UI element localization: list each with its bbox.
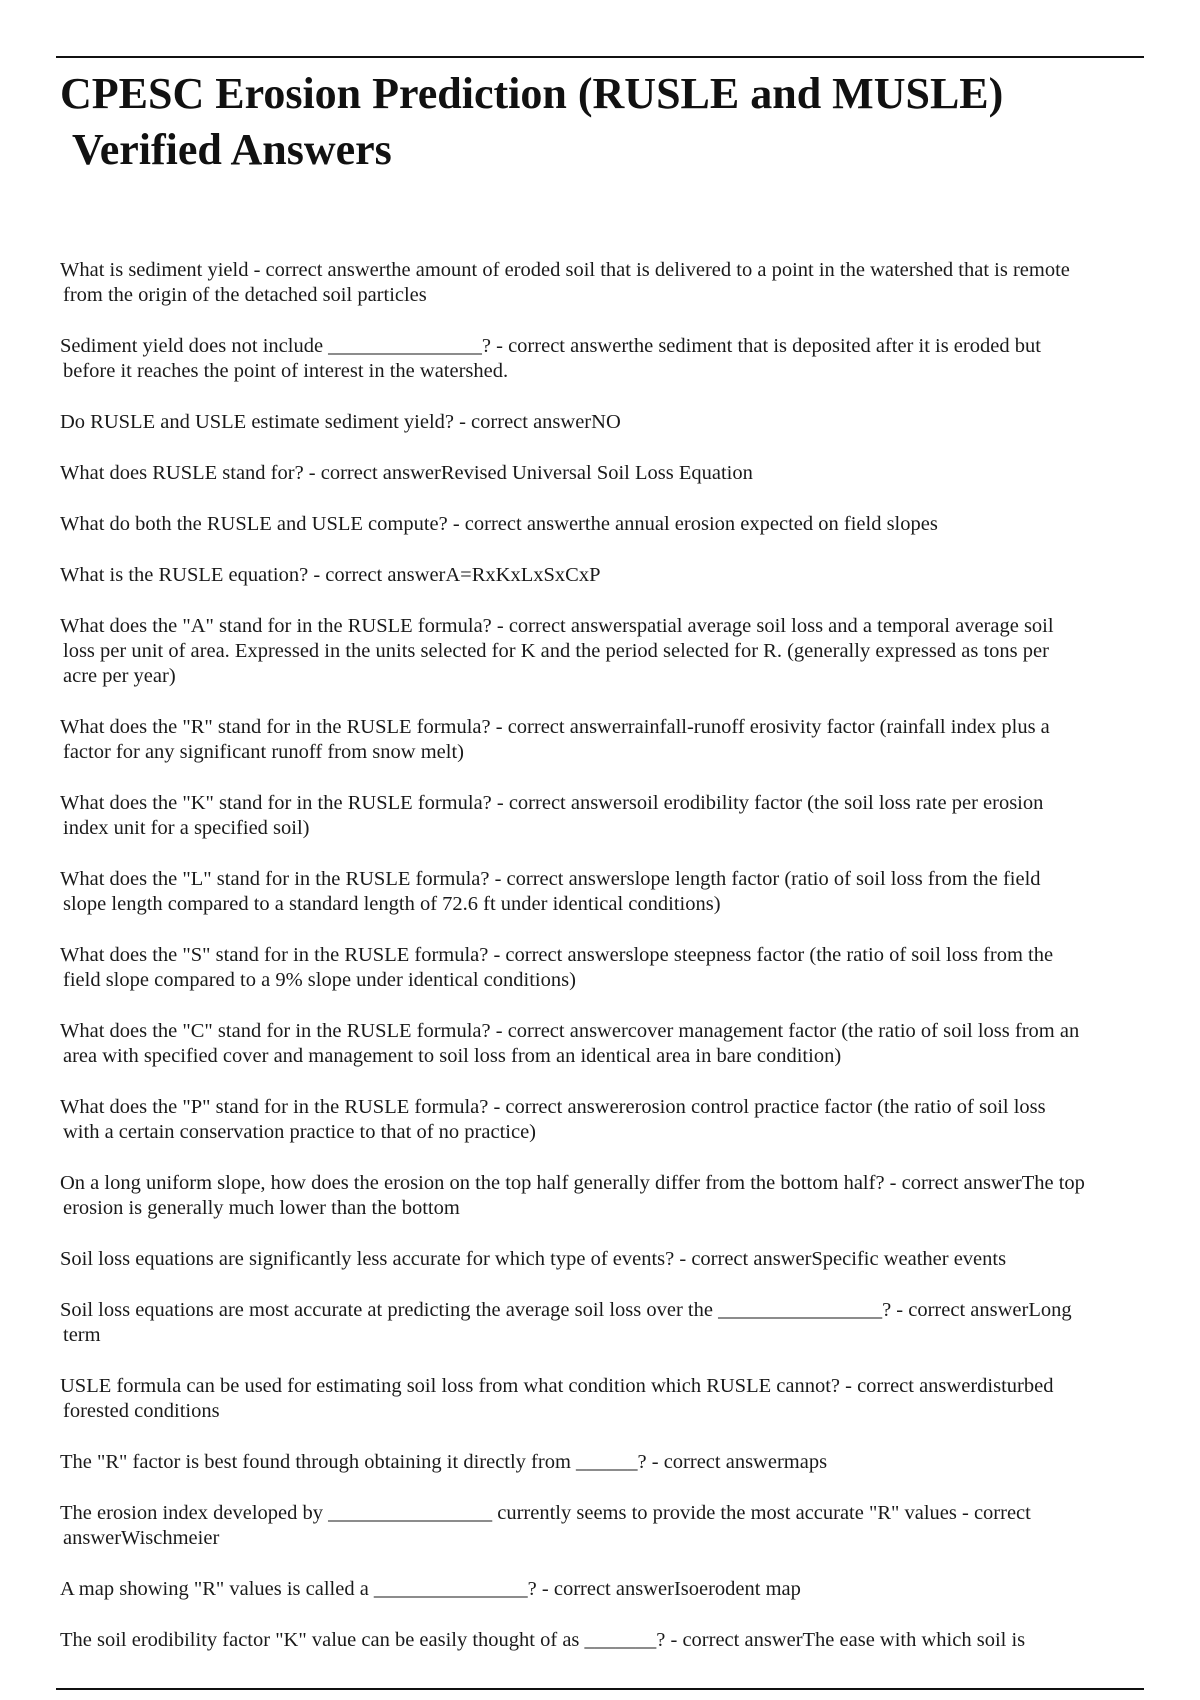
qa-item: [60, 1577, 1160, 1602]
qa-item: [60, 258, 1160, 308]
qa-line-continued: index unit for a specified soil): [63, 817, 310, 839]
qa-item: [60, 614, 1160, 689]
qa-line: What does the "R" stand for in the RUSLE formula? - correct answerrainfall-runoff erosivity factor (rainfall index plus a: [60, 716, 1050, 738]
qa-item: [60, 1095, 1160, 1145]
qa-line: What is sediment yield - correct answerthe amount of eroded soil that is delivered to a point in the watershed that is remote: [60, 259, 1070, 281]
qa-item: [60, 1374, 1160, 1424]
qa-item: [60, 867, 1160, 917]
qa-line-continued: forested conditions: [63, 1400, 220, 1422]
qa-line: On a long uniform slope, how does the erosion on the top half generally differ from the bottom half? - correct answerThe top: [60, 1172, 1085, 1194]
qa-line-continued: factor for any significant runoff from snow melt): [63, 741, 464, 763]
qa-line: What does the "C" stand for in the RUSLE formula? - correct answercover management factor (the ratio of soil loss from an: [60, 1020, 1080, 1042]
qa-item: [60, 410, 1160, 435]
qa-line-continued: loss per unit of area. Expressed in the units selected for K and the period selected for R. (generally expressed as tons per: [63, 640, 1049, 662]
title-line-1: CPESC Erosion Prediction (RUSLE and MUSLE): [60, 69, 1004, 118]
bottom-divider: [56, 1688, 1144, 1690]
qa-item: [60, 1019, 1160, 1069]
qa-item: [60, 461, 1160, 486]
qa-line: The soil erodibility factor "K" value can be easily thought of as _______? - correct answerThe ease with which soil is: [60, 1629, 1026, 1651]
title-line-2: Verified Answers: [72, 125, 392, 174]
top-divider: [56, 56, 1144, 58]
qa-line: Do RUSLE and USLE estimate sediment yield? - correct answerNO: [60, 411, 621, 433]
qa-line: What is the RUSLE equation? - correct answerA=RxKxLxSxCxP: [60, 564, 601, 586]
qa-line: The erosion index developed by ________________ currently seems to provide the most accurate "R" values - correct: [60, 1502, 1031, 1524]
qa-line-continued: slope length compared to a standard length of 72.6 ft under identical conditions): [63, 893, 721, 915]
qa-item: [60, 1247, 1160, 1272]
qa-line-continued: term: [63, 1324, 101, 1346]
qa-item: [60, 334, 1160, 384]
qa-item: [60, 943, 1160, 993]
qa-line: What does the "A" stand for in the RUSLE formula? - correct answerspatial average soil loss and a temporal average soil: [60, 615, 1054, 637]
qa-line: The "R" factor is best found through obtaining it directly from ______? - correct answermaps: [60, 1451, 828, 1473]
qa-line: A map showing "R" values is called a _______________? - correct answerIsoerodent map: [60, 1578, 801, 1600]
qa-line-continued: field slope compared to a 9% slope under identical conditions): [63, 969, 576, 991]
qa-line-continued: before it reaches the point of interest in the watershed.: [63, 360, 509, 382]
qa-line: Sediment yield does not include _______________? - correct answerthe sediment that is deposited after it is eroded but: [60, 335, 1041, 357]
qa-item: [60, 715, 1160, 765]
qa-line-continued: acre per year): [63, 665, 176, 687]
qa-item: [60, 791, 1160, 841]
qa-item: [60, 1450, 1160, 1475]
qa-item: [60, 563, 1160, 588]
qa-line: What does the "S" stand for in the RUSLE formula? - correct answerslope steepness factor (the ratio of soil loss from the: [60, 944, 1054, 966]
qa-line: What do both the RUSLE and USLE compute? - correct answerthe annual erosion expected on field slopes: [60, 513, 938, 535]
qa-list: [60, 258, 1160, 1679]
qa-line: What does the "P" stand for in the RUSLE formula? - correct answererosion control practice factor (the ratio of soil loss: [60, 1096, 1046, 1118]
qa-line-continued: from the origin of the detached soil particles: [63, 284, 427, 306]
qa-line: Soil loss equations are significantly less accurate for which type of events? - correct answerSpecific weather events: [60, 1248, 1007, 1270]
qa-line: What does the "L" stand for in the RUSLE formula? - correct answerslope length factor (ratio of soil loss from the field: [60, 868, 1041, 890]
qa-line-continued: area with specified cover and management to soil loss from an identical area in bare condition): [63, 1045, 842, 1067]
qa-item: [60, 512, 1160, 537]
qa-item: [60, 1628, 1160, 1653]
qa-line-continued: answerWischmeier: [63, 1527, 220, 1549]
qa-item: [60, 1298, 1160, 1348]
qa-item: [60, 1171, 1160, 1221]
document-title: [60, 66, 1140, 178]
qa-line: Soil loss equations are most accurate at predicting the average soil loss over the ________________? - correct answerLong: [60, 1299, 1072, 1321]
qa-line: What does RUSLE stand for? - correct answerRevised Universal Soil Loss Equation: [60, 462, 753, 484]
qa-line: What does the "K" stand for in the RUSLE formula? - correct answersoil erodibility factor (the soil loss rate per erosion: [60, 792, 1044, 814]
qa-line-continued: erosion is generally much lower than the bottom: [63, 1197, 460, 1219]
qa-line: USLE formula can be used for estimating soil loss from what condition which RUSLE cannot? - correct answerdisturbed: [60, 1375, 1054, 1397]
qa-item: [60, 1501, 1160, 1551]
qa-line-continued: with a certain conservation practice to that of no practice): [63, 1121, 536, 1143]
